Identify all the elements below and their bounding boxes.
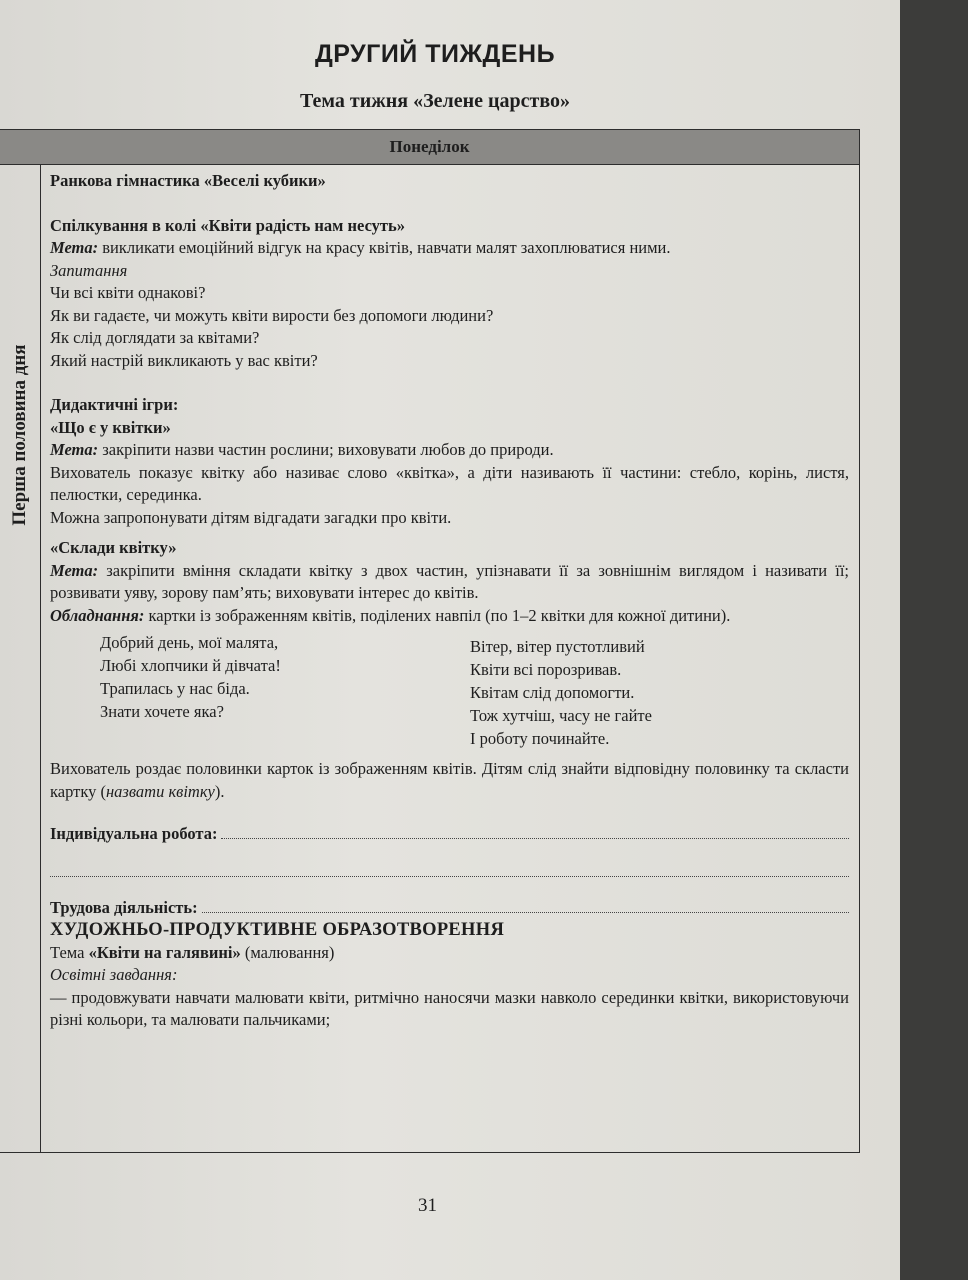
week-theme: Тема тижня «Зелене царство» [299,90,571,112]
individual-work-line [50,823,849,846]
goal-text: закріпити назви частин рослини; виховувати любов до природи. [98,440,554,459]
question-item: Як ви гадаєте, чи можуть квіти вирости без допомоги людини? [50,305,494,325]
plan-content [50,170,849,1032]
games-label: Дидактичні ігри: [50,395,179,414]
game1-text-2: Можна запропонувати дітям відгадати загадки про квіти. [50,507,452,527]
poem-line: Знати хочете яка? [100,702,224,721]
art-theme-prefix: Тема [50,942,89,962]
poem-line: Тож хутчіш, часу не гайте [470,706,652,725]
tasks-label: Освітні завдання: [50,965,178,984]
page-number: 31 [418,1195,437,1216]
poem-line: І роботу починайте. [470,729,610,748]
plan-table [0,129,860,1153]
poem-right-column [470,635,652,750]
goal-label: Мета: [50,238,99,257]
closing-italic: назвати квітку [106,781,215,801]
labor-label: Трудова діяльність: [50,897,198,917]
art-heading: ХУДОЖНЬО-ПРОДУКТИВНЕ ОБРАЗОТВОРЕННЯ [50,920,505,940]
question-item: Який настрій викликають у вас квіти? [50,350,318,370]
poem-line: Квіти всі порозривав. [470,660,622,679]
game1-title: «Що є у квітки» [50,417,171,437]
dotted-fill-line [50,862,849,877]
question-item: Як слід доглядати за квітами? [50,328,260,347]
goal-label: Мета: [50,560,99,580]
side-column [0,164,41,1152]
closing-end: ). [214,781,225,801]
dotted-fill-line [221,824,849,839]
dotted-fill-line [202,898,849,913]
poem-line: Трапилась у нас біда. [100,679,250,698]
individual-work-label: Індивідуальна робота: [50,824,218,843]
poem [50,631,849,750]
game2-title: «Склади квітку» [50,538,177,557]
poem-line: Квітам слід допомогти. [470,683,635,702]
poem-line: Вітер, вітер пустотливий [470,637,645,656]
art-theme [50,942,849,965]
side-label: Перша половина дня [9,344,30,526]
circle-title: Спілкування в колі «Квіти радість нам несуть» [50,215,406,235]
game2-closing [50,758,849,803]
game2-equipment [50,605,849,628]
goal-text: закріпити вміння складати квітку з двох частин, упізнавати її за зовнішнім виглядом і називати її; розвивати уяву, зорову пам’ять; виховувати інтерес до квітів. [50,560,849,602]
questions-label: Запитання [50,260,128,280]
circle-goal [50,237,849,260]
game1-goal [50,439,849,462]
goal-label: Мета: [50,440,99,459]
goal-text: викликати емоційний відгук на красу квітів, навчати малят захоплюватися ними. [98,238,671,257]
day-header: Понеділок [0,130,859,165]
closing-text: Вихователь роздає половинки карток із зображенням квітів. Дітям слід знайти відповідну половинку та скласти картку ( [50,759,849,801]
task-item: — продовжувати навчати малювати квіти, ритмічно наносячи мазки навколо серединки квітки, використовуючи різні кольори, та малювати пальчиками; [50,987,849,1029]
art-theme-suffix: (малювання) [240,942,335,962]
gymnastics-title: Ранкова гімнастика «Веселі кубики» [50,171,326,190]
question-item: Чи всі квіти однакові? [50,283,206,302]
game2-goal [50,560,849,605]
game1-text: Вихователь показує квітку або називає слово «квітка», а діти називають її частини: стебло, корінь, листя, пелюстки, серединка. [50,462,849,504]
poem-left-column [100,631,470,750]
art-theme-title: «Квіти на галявині» [88,942,241,962]
poem-line: Добрий день, мої малята, [100,633,279,652]
labor-line [50,897,849,920]
page-title: ДРУГИЙ ТИЖДЕНЬ [314,40,556,68]
equipment-label: Обладнання: [50,605,145,625]
equipment-text: картки із зображенням квітів, поділених навпіл (по 1–2 квітки для кожної дитини). [144,605,731,625]
poem-line: Любі хлопчики й дівчата! [100,656,281,675]
